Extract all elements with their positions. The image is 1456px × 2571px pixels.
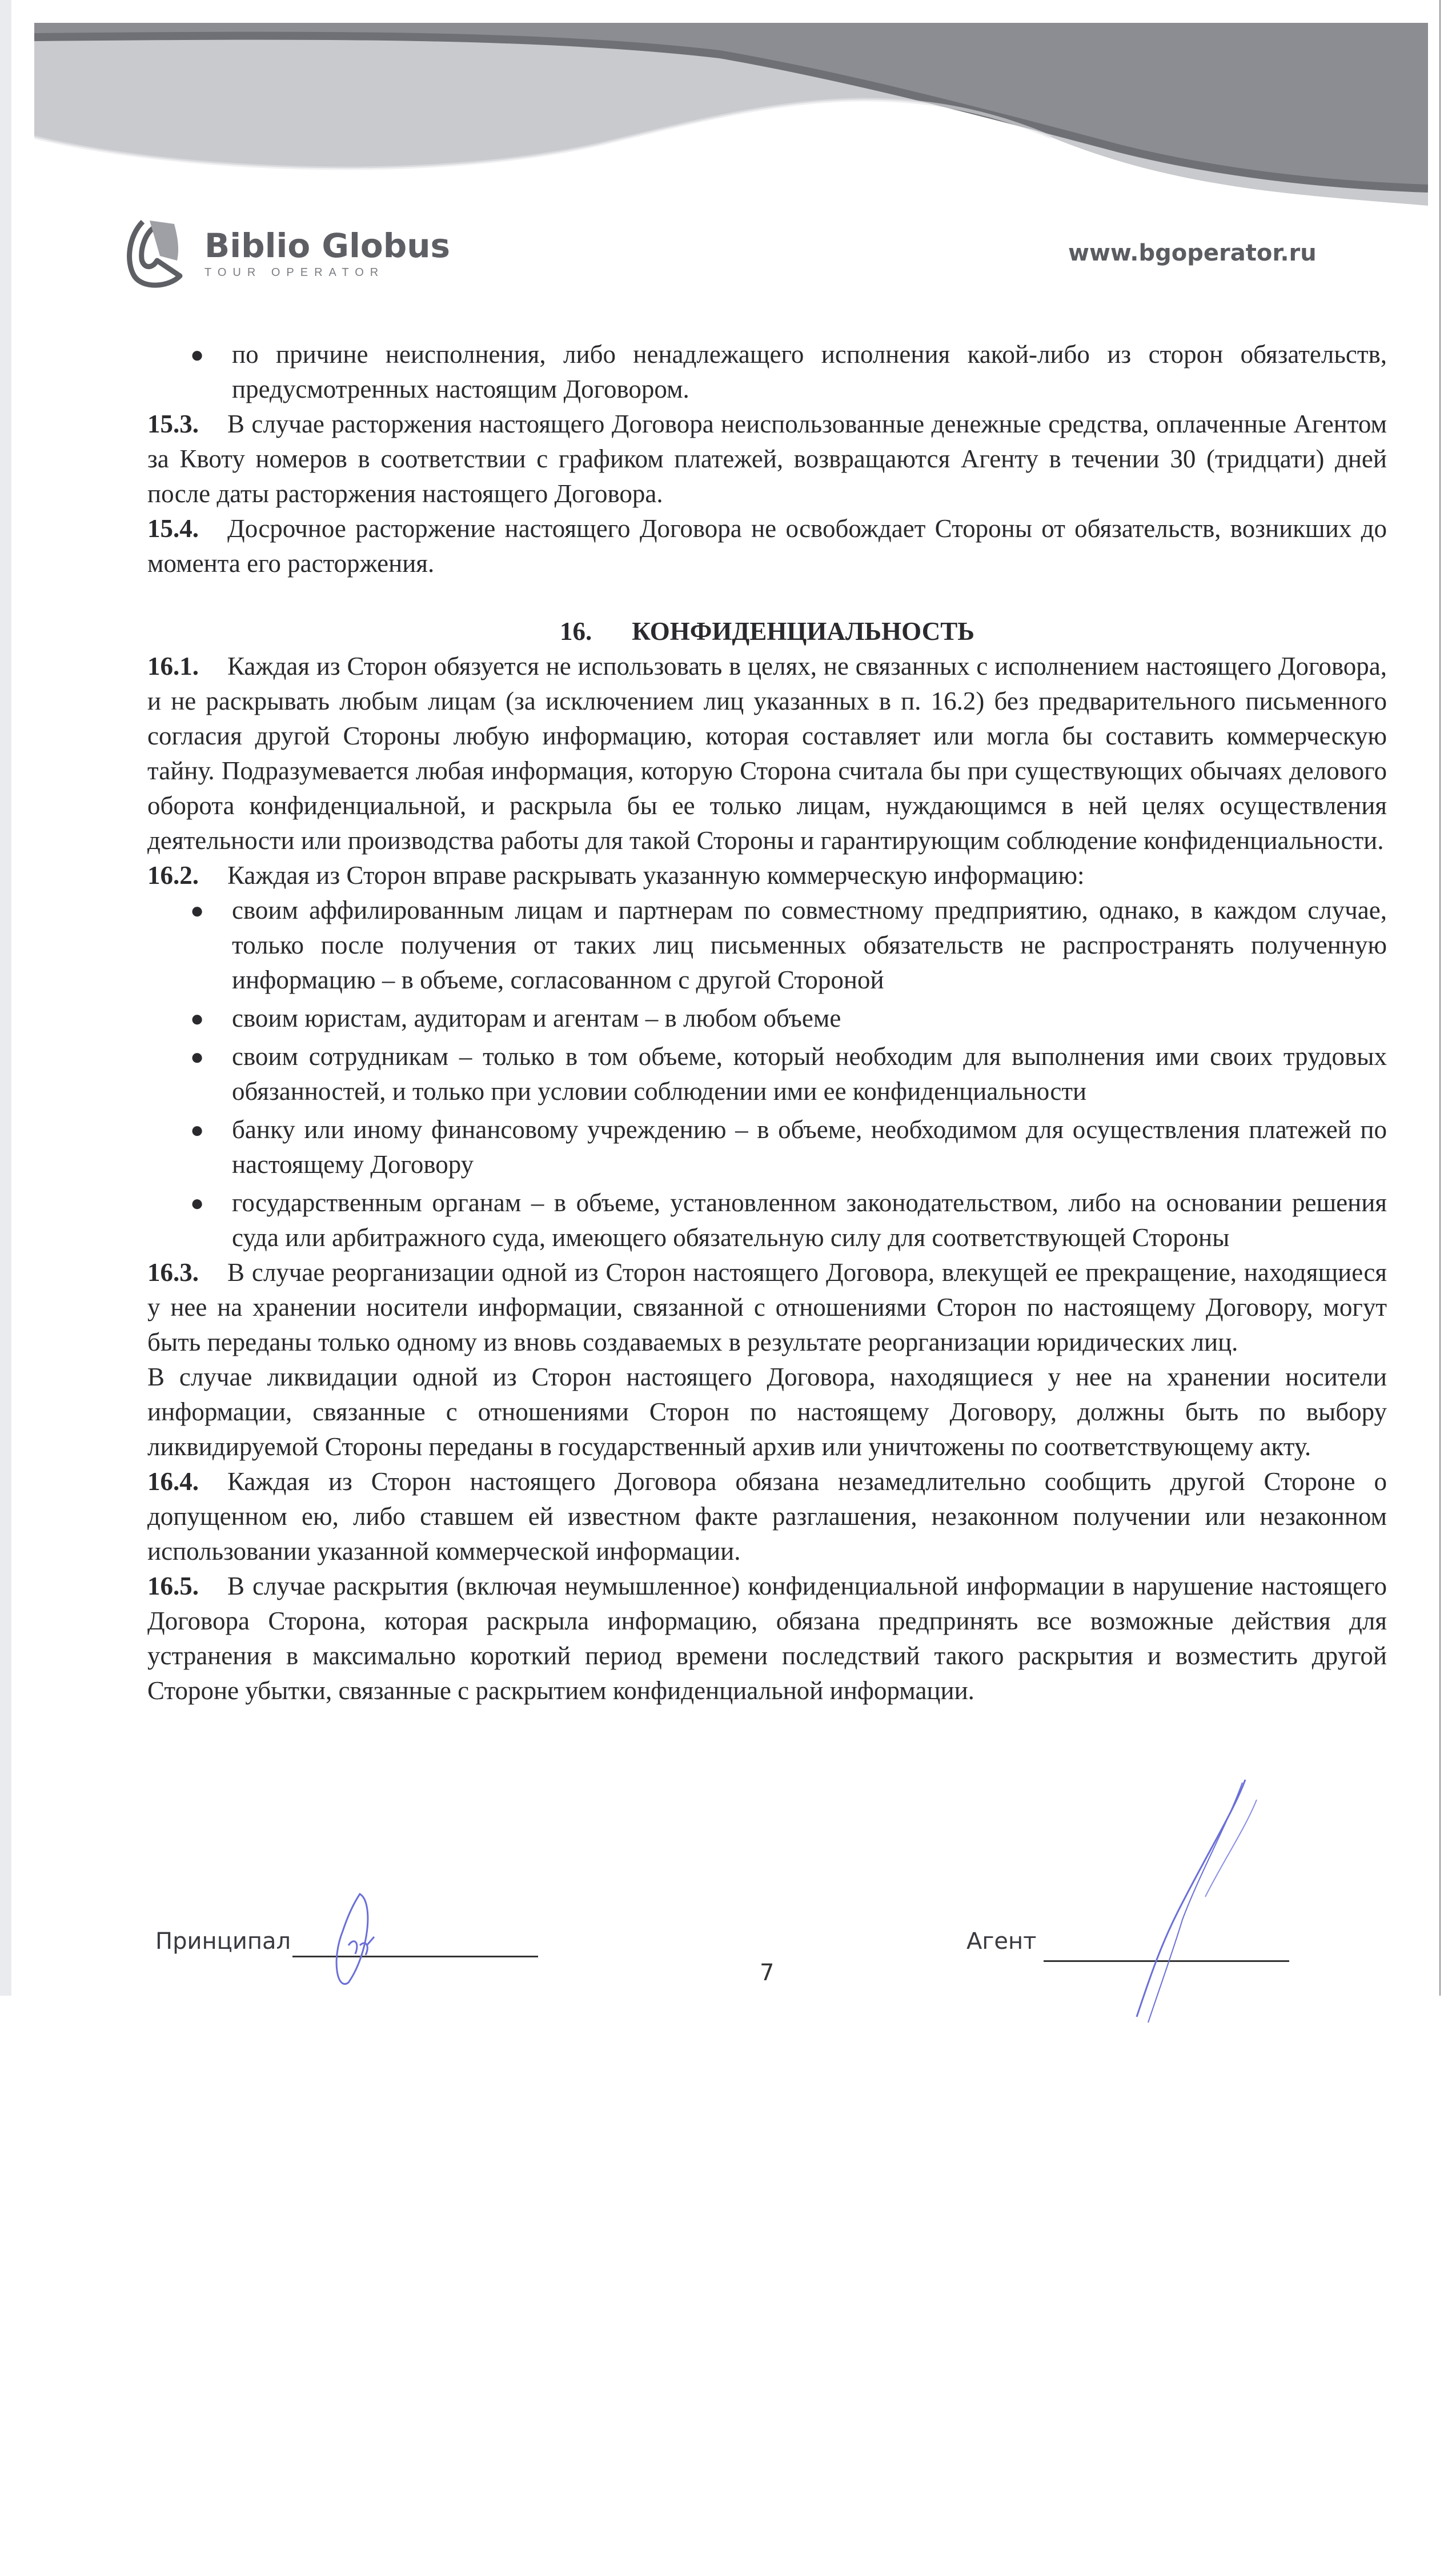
list-item: ● банку или иному финансовому учреждению – в объеме, необходимом для осуществления платежей по настоящему Договору — [147, 1112, 1387, 1182]
list-item: ● своим юристам, аудиторам и агентам – в любом объеме — [147, 1001, 1387, 1036]
website-url: www.bgoperator.ru — [1068, 240, 1317, 266]
clause-16-4: 16.4. Каждая из Сторон настоящего Договора обязана незамедлительно сообщить другой Стороне о допущенном ею, либо ставшем ей известном факте разглашения, незаконном получении или незаконном использовании указанной коммерческой информации. — [147, 1467, 1387, 1565]
header-wave-band — [34, 23, 1428, 206]
logo-subtitle: TOUR OPERATOR — [204, 266, 385, 279]
bullet-icon: ● — [190, 1006, 204, 1031]
clause-15-3: 15.3. В случае расторжения настоящего Договора неиспользованные денежные средства, оплаченные Агентом за Квоту номеров в соответствии с графиком платежей, возвращаются Агенту в течении 30 (тридцати) дней после даты расторжения настоящего Договора. — [147, 410, 1387, 508]
bullet-icon: ● — [190, 1190, 204, 1216]
principal-label: Принципал — [155, 1928, 291, 1955]
bullet-icon: ● — [190, 1117, 204, 1143]
book-globe-logo-icon — [120, 216, 194, 290]
clause-15-4: 15.4. Досрочное расторжение настоящего Договора не освобождает Стороны от обязательств, возникших до момента его расторжения. — [147, 514, 1387, 578]
wave-decoration-icon — [34, 23, 1428, 206]
agent-label: Агент — [966, 1928, 1037, 1955]
list-item: ● своим сотрудникам – только в том объеме, который необходим для выполнения ими своих трудовых обязанностей, и только при условии соблюдении ими ее конфиденциальности — [147, 1039, 1387, 1109]
bullet-icon: ● — [190, 898, 204, 923]
document-body — [147, 337, 1387, 1708]
company-logo — [120, 216, 450, 290]
bullet-icon: ● — [190, 342, 204, 367]
section-heading: 16. КОНФИДЕНЦИАЛЬНОСТЬ — [560, 617, 974, 646]
clause-16-5: 16.5. В случае раскрытия (включая неумышленное) конфиденциальной информации в нарушение настоящего Договора Сторона, которая раскрыла информацию, обязана предпринять все возможные действия для устранения в максимально короткий период времени последствий такого раскрытия и возместить другой Стороне убытки, связанные с раскрытием конфиденциальной информации. — [147, 1572, 1387, 1705]
scan-left-margin — [0, 0, 11, 1996]
page-number: 7 — [760, 1960, 775, 1986]
list-item: ● своим аффилированным лицам и партнерам по совместному предприятию, однако, в каждом случае, только после получения от таких лиц письменных обязательств не распространять полученную информацию – в объеме, согласованном с другой Стороной — [147, 893, 1387, 998]
principal-signature-line — [292, 1956, 538, 1957]
clause-16-3-liquidation: В случае ликвидации одной из Сторон настоящего Договора, находящиеся у нее на хранении носители информации, связанные с отношениями Сторон по настоящему Договору, должны быть по выбору ликвидируемой Стороны переданы в государственный архив или уничтожены по соответствующему акту. — [147, 1363, 1387, 1461]
list-item: ● государственным органам – в объеме, установленном законодательством, либо на основании решения суда или арбитражного суда, имеющего обязательную силу для соответствующей Стороны — [147, 1186, 1387, 1255]
agent-signature-line — [1044, 1960, 1289, 1962]
clause-16-1: 16.1. Каждая из Сторон обязуется не использовать в целях, не связанных с исполнением настоящего Договора, и не раскрывать любым лицам (за исключением лиц указанных в п. 16.2) без предварительного письменного согласия другой Стороны любую информацию, которая составляет или могла бы составить коммерческую тайну. Подразумевается любая информация, которую Сторона считала бы при существующих обычаях делового оборота конфиденциальной, и раскрыла бы ее только лицам, нуждающимся в ней целях осуществления деятельности или производства работы для такой Стороны и гарантирующим соблюдение конфиденциальности. — [147, 652, 1387, 855]
clause-16-3: 16.3. В случае реорганизации одной из Сторон настоящего Договора, влекущей ее прекращение, находящиеся у нее на хранении носители информации, связанной с отношениями Сторон по настоящему Договору, могут быть переданы только одному из вновь создаваемых в результате реорганизации юридических лиц. — [147, 1258, 1387, 1356]
bullet-icon: ● — [190, 1044, 204, 1070]
logo-name: Biblio Globus — [204, 226, 451, 265]
signature-row — [155, 1928, 1298, 1974]
clause-16-2: 16.2. Каждая из Сторон вправе раскрывать указанную коммерческую информацию: — [147, 861, 1085, 890]
list-item: ● по причине неисполнения, либо ненадлежащего исполнения какой-либо из сторон обязательств, предусмотренных настоящим Договором. — [147, 337, 1387, 407]
